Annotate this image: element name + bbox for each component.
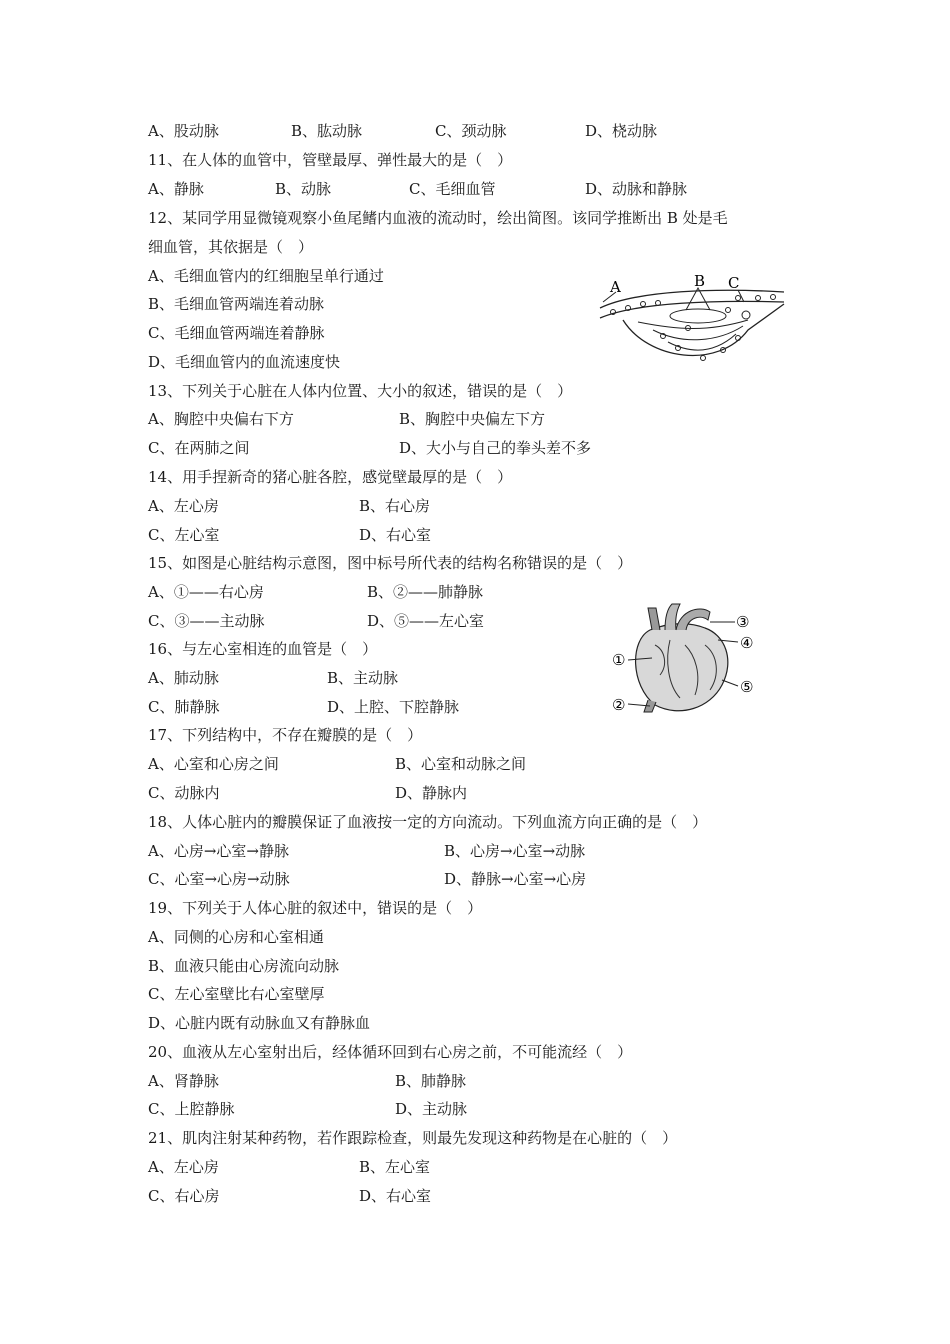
label-4: ④ xyxy=(740,634,754,652)
option-b: B、主动脉 xyxy=(327,669,399,687)
option-c: C、上腔静脉 xyxy=(148,1100,235,1118)
question-13: 13、下列关于心脏在人体内位置、大小的叙述，错误的是（ ） xyxy=(148,382,573,400)
option-b: B、左心室 xyxy=(359,1158,431,1176)
question-12-cont: 细血管，其依据是（ ） xyxy=(148,238,314,256)
label-c: C xyxy=(728,274,740,292)
option-d: D、动脉和静脉 xyxy=(585,180,688,198)
option-b: B、动脉 xyxy=(275,180,332,198)
option-c: C、动脉内 xyxy=(148,784,220,802)
option-a: A、同侧的心房和心室相通 xyxy=(148,928,324,946)
option-b: B、血液只能由心房流向动脉 xyxy=(148,957,340,975)
heart-structure-figure xyxy=(610,600,765,720)
option-c: C、毛细血管 xyxy=(409,180,496,198)
option-a: A、心室和心房之间 xyxy=(148,755,279,773)
question-15: 15、如图是心脏结构示意图，图中标号所代表的结构名称错误的是（ ） xyxy=(148,554,633,572)
fish-fin-capillary-figure xyxy=(598,270,788,375)
option-d: D、心脏内既有动脉血又有静脉血 xyxy=(148,1014,371,1032)
question-14: 14、用手捏新奇的猪心脏各腔，感觉壁最厚的是（ ） xyxy=(148,468,513,486)
option-b: B、②——肺静脉 xyxy=(367,583,484,601)
label-a: A xyxy=(610,278,621,296)
question-12: 12、某同学用显微镜观察小鱼尾鳍内血液的流动时，绘出简图。该同学推断出 B 处是毛 xyxy=(148,209,728,227)
option-d: D、大小与自己的拳头差不多 xyxy=(399,439,592,457)
option-a: A、①——右心房 xyxy=(148,583,264,601)
option-b: B、心室和动脉之间 xyxy=(395,755,527,773)
option-b: B、胸腔中央偏左下方 xyxy=(399,410,546,428)
option-c: C、毛细血管两端连着静脉 xyxy=(148,324,325,342)
question-18: 18、人体心脏内的瓣膜保证了血液按一定的方向流动。下列血流方向正确的是（ ） xyxy=(148,813,708,831)
option-d: D、毛细血管内的血流速度快 xyxy=(148,353,341,371)
option-c: C、在两肺之间 xyxy=(148,439,250,457)
option-c: C、心室→心房→动脉 xyxy=(148,870,290,888)
option-b: B、肺静脉 xyxy=(395,1072,467,1090)
option-a: A、心房→心室→静脉 xyxy=(148,842,289,860)
question-19: 19、下列关于人体心脏的叙述中，错误的是（ ） xyxy=(148,899,483,917)
option-d: D、右心室 xyxy=(359,1187,432,1205)
label-3: ③ xyxy=(736,613,750,631)
option-a: A、肾静脉 xyxy=(148,1072,219,1090)
option-a: A、左心房 xyxy=(148,1158,219,1176)
question-11: 11、在人体的血管中，管壁最厚、弹性最大的是（ ） xyxy=(148,151,513,169)
option-d: D、⑤——左心室 xyxy=(367,612,485,630)
question-17: 17、下列结构中，不存在瓣膜的是（ ） xyxy=(148,726,423,744)
option-d: D、上腔、下腔静脉 xyxy=(327,698,460,716)
option-d: D、静脉→心室→心房 xyxy=(444,870,587,888)
option-a: A、静脉 xyxy=(148,180,204,198)
question-20: 20、血液从左心室射出后，经体循环回到右心房之前，不可能流经（ ） xyxy=(148,1043,633,1061)
option-c: C、肺静脉 xyxy=(148,698,220,716)
option-d: D、右心室 xyxy=(359,526,432,544)
option-b: B、右心房 xyxy=(359,497,431,515)
label-5: ⑤ xyxy=(740,678,754,696)
option-c: C、左心室 xyxy=(148,526,220,544)
option-d: D、静脉内 xyxy=(395,784,468,802)
option-c: C、颈动脉 xyxy=(435,122,507,140)
option-c: C、③——主动脉 xyxy=(148,612,265,630)
label-1: ① xyxy=(612,651,626,669)
label-2: ② xyxy=(612,696,626,714)
option-a: A、左心房 xyxy=(148,497,219,515)
option-a: A、股动脉 xyxy=(148,122,219,140)
option-c: C、左心室壁比右心室壁厚 xyxy=(148,985,325,1003)
question-16: 16、与左心室相连的血管是（ ） xyxy=(148,640,378,658)
option-b: B、肱动脉 xyxy=(291,122,363,140)
option-c: C、右心房 xyxy=(148,1187,220,1205)
option-a: A、胸腔中央偏右下方 xyxy=(148,410,294,428)
option-a: A、肺动脉 xyxy=(148,669,219,687)
option-b: B、心房→心室→动脉 xyxy=(444,842,586,860)
option-d: D、桡动脉 xyxy=(585,122,658,140)
label-b: B xyxy=(694,272,706,290)
option-b: B、毛细血管两端连着动脉 xyxy=(148,295,325,313)
question-21: 21、肌肉注射某种药物，若作跟踪检查，则最先发现这种药物是在心脏的（ ） xyxy=(148,1129,678,1147)
option-d: D、主动脉 xyxy=(395,1100,468,1118)
option-a: A、毛细血管内的红细胞呈单行通过 xyxy=(148,267,384,285)
